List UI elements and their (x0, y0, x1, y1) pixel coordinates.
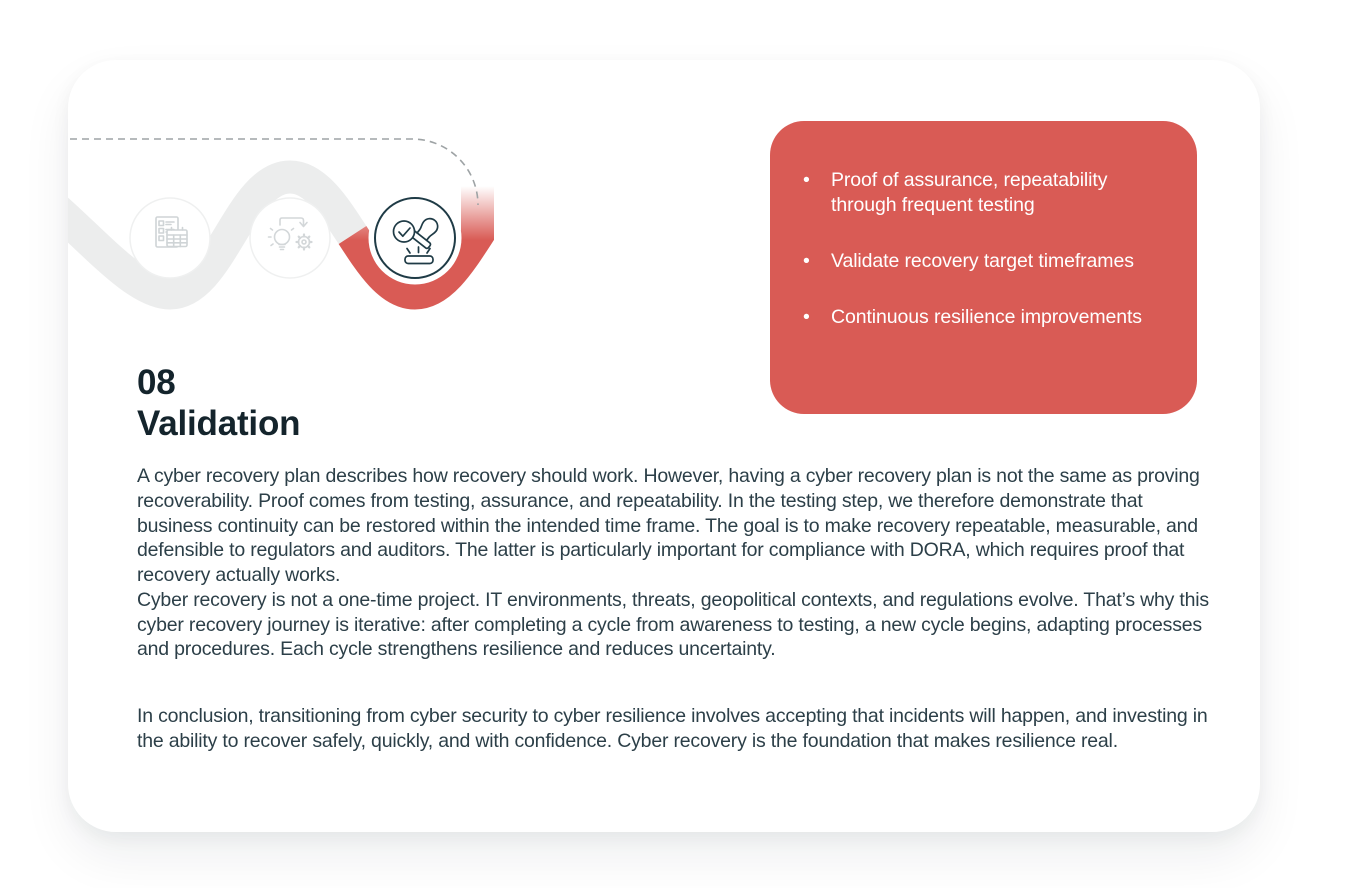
journey-step-1 (130, 198, 210, 278)
slide-card (68, 60, 1260, 832)
section-number: 08 (137, 363, 176, 402)
body-text (137, 464, 1217, 754)
key-points-list (770, 121, 1197, 330)
key-point-item: • Validate recovery target timeframes (800, 249, 1155, 274)
paragraph: A cyber recovery plan describes how recovery should work. However, having a cyber recovery plan is not the same as proving recoverability. Proof comes from testing, assurance, and repeatability. In the testing step, we therefore demonstrate that business continuity can be restored within the intended time frame. The goal is to make recovery repeatable, measurable, and defensible to regulators and auditors. The latter is particularly important for compliance with DORA, which requires proof that recovery actually works. (137, 465, 1200, 586)
paragraph: Cyber recovery is not a one-time project. IT environments, threats, geopolitical contexts, and regulations evolve. That’s why this cyber recovery journey is iterative: after completing a cycle from awareness to testing, a new cycle begins, adapting processes and procedures. Each cycle strengthens resilience and reduces uncertainty. (137, 588, 1209, 661)
section-content (137, 362, 1217, 754)
section-title: Validation (137, 404, 301, 443)
paragraph: In conclusion, transitioning from cyber security to cyber resilience involves accepting that incidents will happen, and investing in the ability to recover safely, quickly, and with confidence. Cyber recovery is the foundation that makes resilience real. (137, 705, 1208, 752)
key-point-item: • Proof of assurance, repeatability through frequent testing (800, 168, 1155, 218)
journey-step-3 (369, 192, 462, 285)
journey-step-2 (250, 198, 330, 278)
key-point-item: • Continuous resilience improvements (800, 305, 1155, 330)
